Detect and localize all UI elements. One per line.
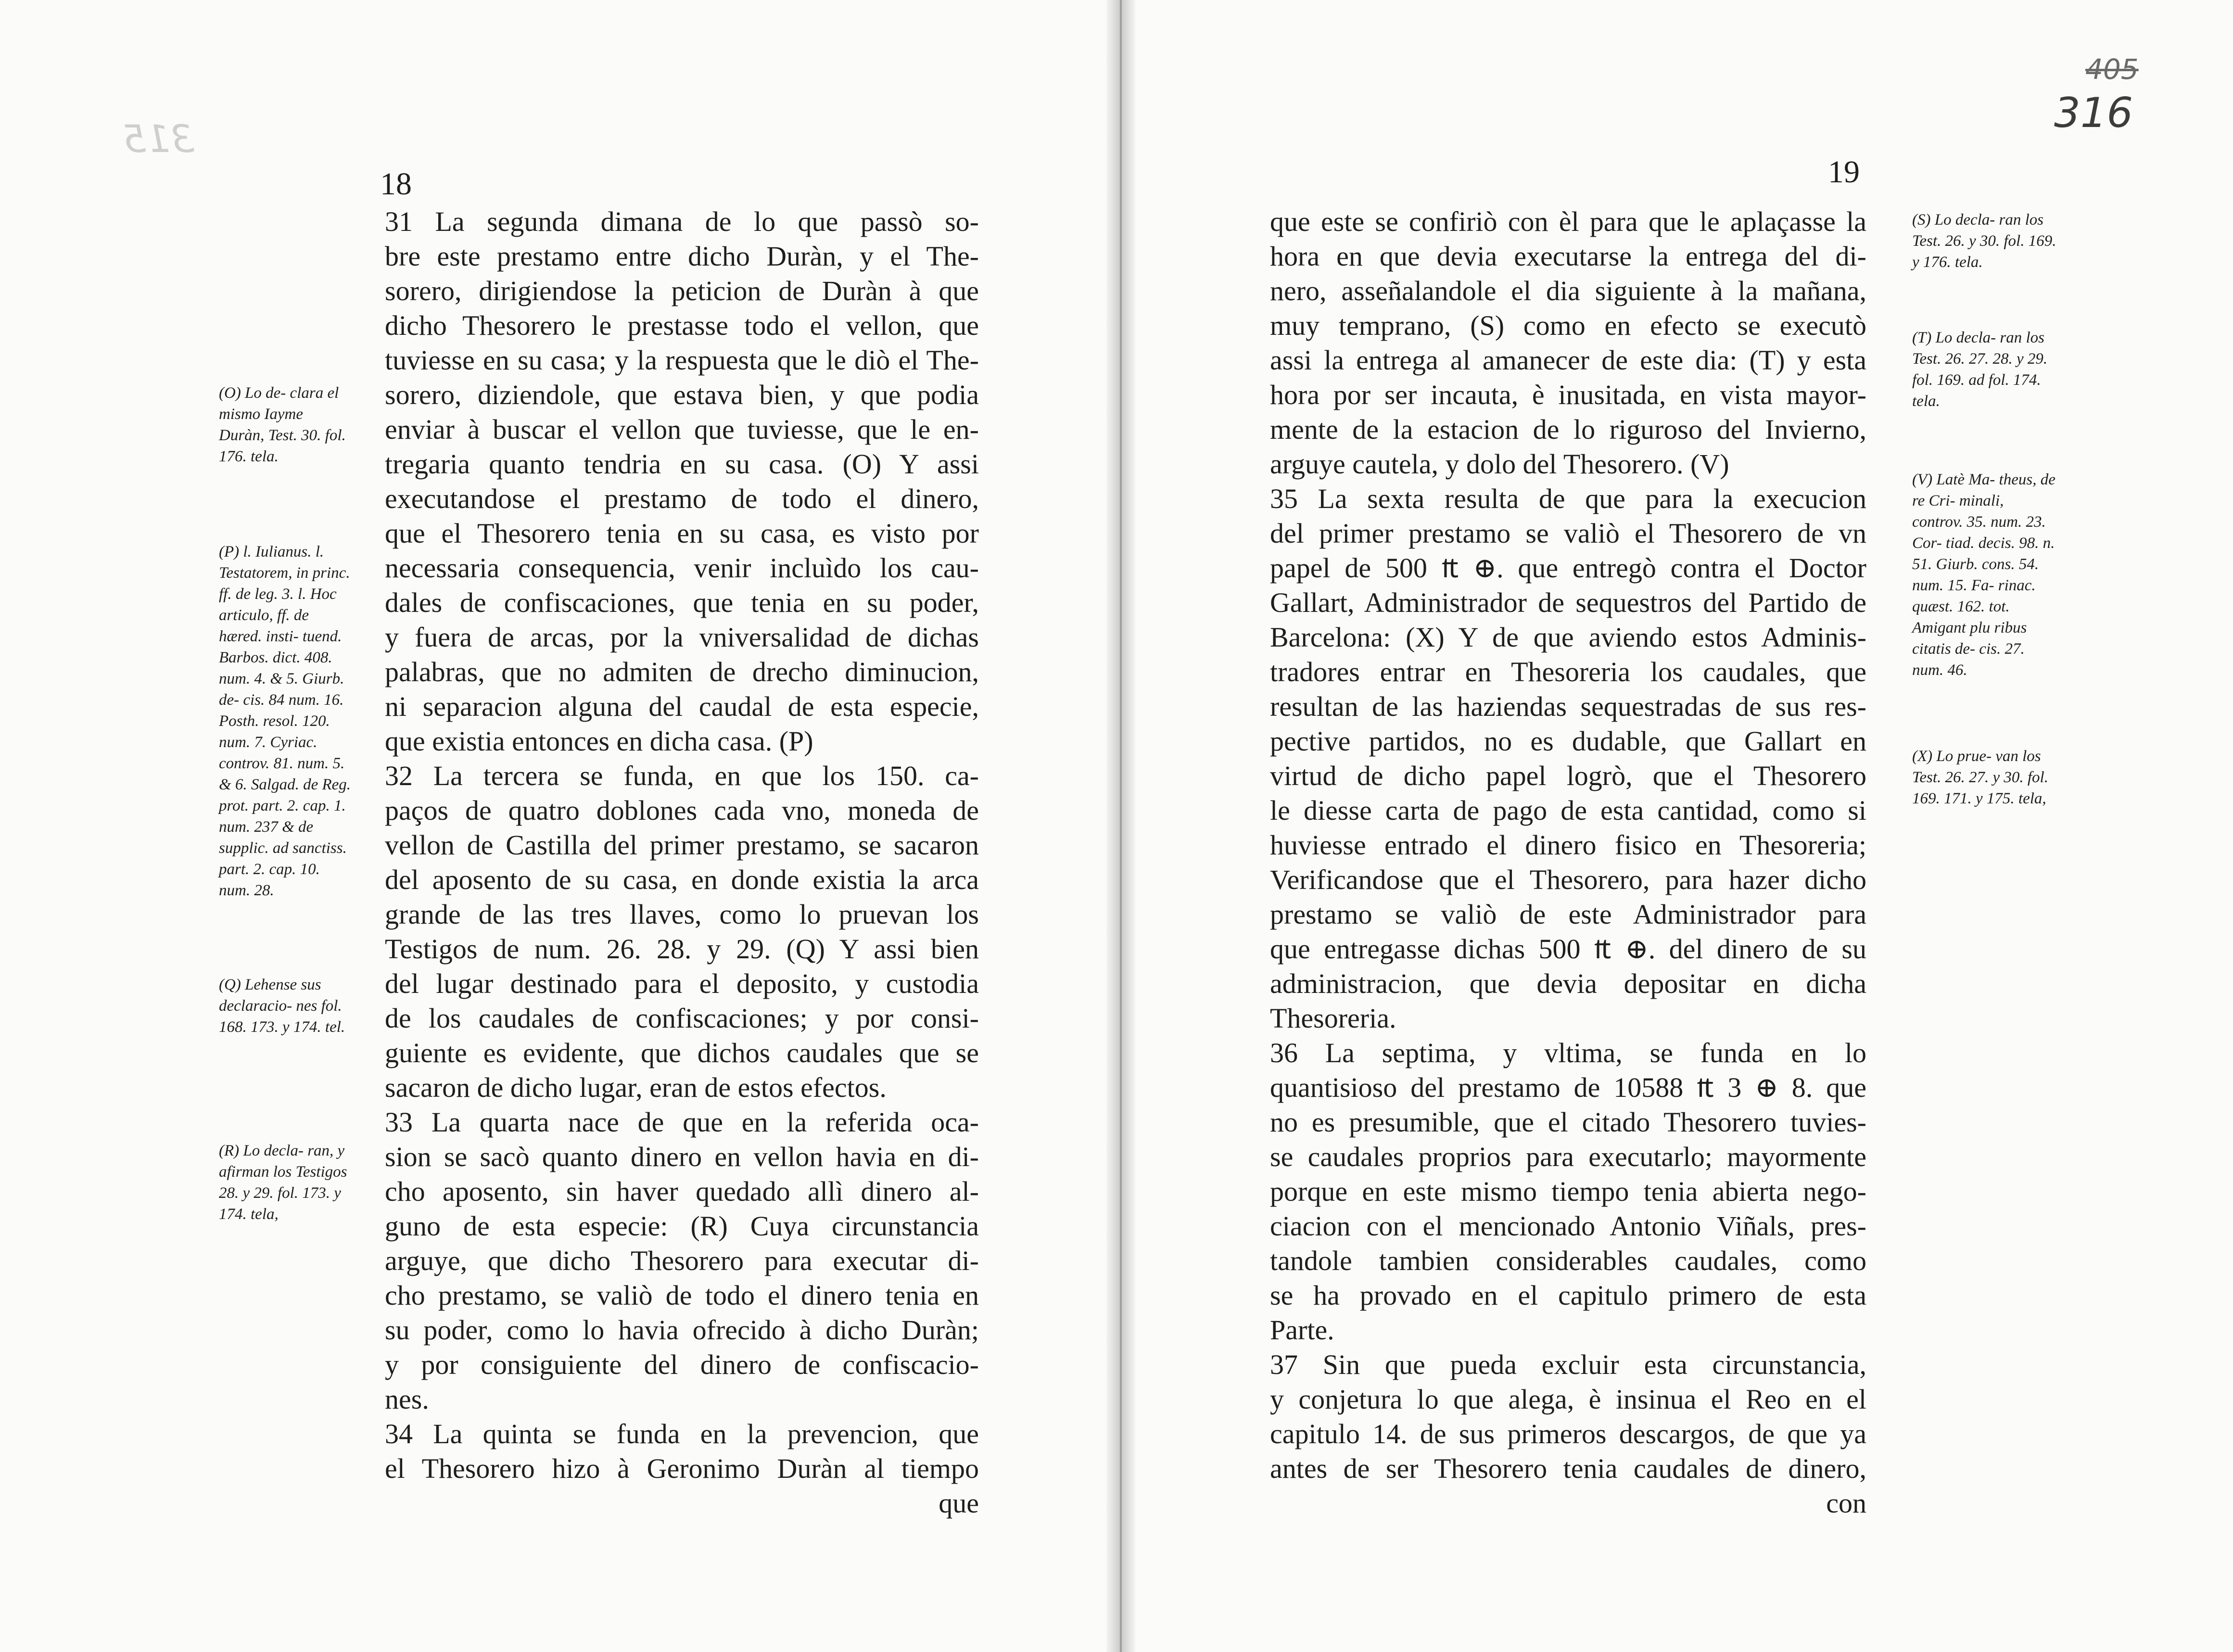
text-line: mente de la estacion de lo riguroso del Invierno,: [1270, 414, 1866, 445]
text-line: guno de esta especie: (R) Cuya circunstancia: [385, 1210, 979, 1242]
text-line: 35 La sexta resulta de que para la execucion: [1270, 483, 1866, 514]
right-folio-number: 316: [2054, 89, 2133, 137]
text-line: tradores entrar en Thesoreria los caudales, que: [1270, 656, 1866, 687]
text-line: Barcelona: (X) Y de que aviendo estos Adminis-: [1270, 622, 1866, 653]
text-line: bre este prestamo entre dicho Duràn, y el The-: [385, 241, 979, 272]
text-line: el Thesorero hizo à Geronimo Duràn al tiempo: [385, 1453, 979, 1484]
text-line: que entregasse dichas 500 ₶ ⊕. del dinero de su: [1270, 933, 1866, 965]
text-line: virtud de dicho papel logrò, que el Thesorero: [1270, 760, 1866, 791]
text-line: resultan de las haziendas sequestradas de sus res-: [1270, 691, 1866, 722]
text-line: muy temprano, (S) como en efecto se executò: [1270, 310, 1866, 341]
text-line: y conjetura lo que alega, è insinua el Reo en el: [1270, 1384, 1866, 1415]
text-line: del aposento de su casa, en donde existia la arca: [385, 864, 979, 895]
text-line: Parte.: [1270, 1314, 1334, 1346]
text-line: del primer prestamo se valiò el Thesorero de vn: [1270, 518, 1866, 549]
text-line: antes de ser Thesorero tenia caudales de dinero,: [1270, 1453, 1866, 1484]
text-line: necessaria consequencia, venir incluìdo los cau-: [385, 552, 979, 584]
text-line: nes.: [385, 1384, 429, 1415]
text-line: tregaria quanto tendria en su casa. (O) Y assi: [385, 448, 979, 480]
text-line: dales de confiscaciones, que tenia en su poder,: [385, 587, 979, 618]
left-page-number: 18: [380, 166, 412, 202]
margin-note-q: (Q) Lehense sus declaracio- nes fol. 168. 173. y 174. tel.: [219, 976, 345, 1036]
margin-note-p: (P) l. Iulianus. l. Testatorem, in princ. ff. de leg. 3. l. Hoc articulo, ff. de hæred. insti- tuend. Barbos. dict. 408. num. 4. & 5. Giurb. de- cis. 84 num. 16. Posth. resol. 120. num. 7. Cyriac. controv. 81. num. 5. & 6. Salgad. de Reg. prot. part. 2. cap. 1. num. 237 & de supplic. ad sanctiss. part. 2. cap. 10. num. 28.: [219, 543, 351, 899]
catchword: con: [1826, 1487, 1866, 1519]
crossed-folio-number: 405: [2085, 53, 2139, 86]
text-line: tuviesse en su casa; y la respuesta que le diò el The-: [385, 344, 979, 376]
text-line: administracion, que devia depositar en dicha: [1270, 968, 1866, 999]
margin-note-v: (V) Latè Ma- theus, de re Cri- minali, controv. 35. num. 23. Cor- tiad. decis. 98. n. 51. Giurb. cons. 54. num. 15. Fa- rinac. quæst. 162. tot. Amigant plu ribus citatis de- cis. 27. num. 46.: [1912, 471, 2055, 679]
text-line: que este se confiriò con èl para que le aplaçasse la: [1270, 206, 1866, 237]
text-line: cho prestamo, se valiò de todo el dinero tenia en: [385, 1280, 979, 1311]
text-line: que existia entonces en dicha casa. (P): [385, 725, 813, 757]
text-line: executandose el prestamo de todo el dinero,: [385, 483, 979, 514]
text-line: paços de quatro doblones cada vno, moneda de: [385, 795, 979, 826]
text-line: capitulo 14. de sus primeros descargos, de que ya: [1270, 1418, 1866, 1449]
margin-note-x: (X) Lo prue- van los Test. 26. 27. y 30. fol. 169. 171. y 175. tela,: [1912, 748, 2048, 807]
text-line: grande de las tres llaves, como lo pruevan los: [385, 899, 979, 930]
text-line: se ha provado en el capitulo primero de esta: [1270, 1280, 1866, 1311]
text-line: del lugar destinado para el deposito, y custodia: [385, 968, 979, 999]
text-line: enviar à buscar el vellon que tuviesse, que le en-: [385, 414, 979, 445]
text-line: sorero, diziendole, que estava bien, y que podia: [385, 379, 979, 410]
text-line: papel de 500 ₶ ⊕. que entregò contra el Doctor: [1270, 552, 1866, 584]
text-line: se caudales proprios para executarlo; mayormente: [1270, 1141, 1866, 1172]
text-line: le diesse carta de pago de esta cantidad, como si: [1270, 795, 1866, 826]
text-line: Thesoreria.: [1270, 1003, 1396, 1034]
text-line: y por consiguiente del dinero de confiscacio-: [385, 1349, 979, 1380]
right-page-number: 19: [1828, 154, 1860, 190]
text-line: su poder, como lo havia ofrecido à dicho Duràn;: [385, 1314, 979, 1346]
text-line: assi la entrega al amanecer de este dia: (T) y esta: [1270, 344, 1866, 376]
text-line: palabras, que no admiten de drecho diminucion,: [385, 656, 979, 687]
margin-note-t: (T) Lo decla- ran los Test. 26. 27. 28. y 29. fol. 169. ad fol. 174. tela.: [1912, 329, 2048, 410]
text-line: quantisioso del prestamo de 10588 ₶ 3 ⊕ 8. que: [1270, 1072, 1866, 1103]
text-line: Verificandose que el Thesorero, para hazer dicho: [1270, 864, 1866, 895]
text-line: 36 La septima, y vltima, se funda en lo: [1270, 1037, 1866, 1068]
text-line: 33 La quarta nace de que en la referida oca-: [385, 1106, 979, 1138]
text-line: 31 La segunda dimana de lo que passò so-: [385, 206, 979, 237]
text-line: cho aposento, sin haver quedado allì dinero al-: [385, 1176, 979, 1207]
text-line: nero, asseñalandole el dia siguiente à la mañana,: [1270, 275, 1866, 306]
text-line: y fuera de arcas, por la vniversalidad de dichas: [385, 622, 979, 653]
text-line: tandole tambien considerables caudales, como: [1270, 1245, 1866, 1276]
text-line: 37 Sin que pueda excluir esta circunstancia,: [1270, 1349, 1866, 1380]
left-folio-bleedthrough: 315: [123, 118, 194, 161]
margin-note-s: (S) Lo decla- ran los Test. 26. y 30. fol. 169. y 176. tela.: [1912, 211, 2056, 271]
text-line: sion se sacò quanto dinero en vellon havia en di-: [385, 1141, 979, 1172]
text-line: dicho Thesorero le prestasse todo el vellon, que: [385, 310, 979, 341]
text-line: ciacion con el mencionado Antonio Viñals, pres-: [1270, 1210, 1866, 1242]
text-line: porque en este mismo tiempo tenia abierta nego-: [1270, 1176, 1866, 1207]
margin-note-o: (O) Lo de- clara el mismo Iayme Duràn, Test. 30. fol. 176. tela.: [219, 384, 346, 465]
text-line: guiente es evidente, que dichos caudales que se: [385, 1037, 979, 1068]
text-line: hora en que devia executarse la entrega del di-: [1270, 241, 1866, 272]
margin-note-r: (R) Lo decla- ran, y afirman los Testigos 28. y 29. fol. 173. y 174. tela,: [219, 1142, 347, 1223]
text-line: sacaron de dicho lugar, eran de estos efectos.: [385, 1072, 887, 1103]
text-line: arguye cautela, y dolo del Thesorero. (V): [1270, 448, 1729, 480]
text-line: hora por ser incauta, è inusitada, en vista mayor-: [1270, 379, 1866, 410]
text-line: prestamo se valiò de este Administrador para: [1270, 899, 1866, 930]
catchword: que: [939, 1487, 979, 1519]
text-line: vellon de Castilla del primer prestamo, se sacaron: [385, 829, 979, 861]
text-line: sorero, dirigiendose la peticion de Duràn à que: [385, 275, 979, 306]
text-line: ni separacion alguna del caudal de esta especie,: [385, 691, 979, 722]
text-line: no es presumible, que el citado Thesorero tuvies-: [1270, 1106, 1866, 1138]
text-line: que el Thesorero tenia en su casa, es visto por: [385, 518, 979, 549]
text-line: arguye, que dicho Thesorero para executar di-: [385, 1245, 979, 1276]
text-line: huviesse entrado el dinero fisico en Thesoreria;: [1270, 829, 1866, 861]
text-line: Gallart, Administrador de sequestros del Partido de: [1270, 587, 1866, 618]
text-line: de los caudales de confiscaciones; y por consi-: [385, 1003, 979, 1034]
text-line: 34 La quinta se funda en la prevencion, que: [385, 1418, 979, 1449]
left-body-text: [385, 204, 979, 1521]
text-line: 32 La tercera se funda, en que los 150. ca-: [385, 760, 979, 791]
book-gutter: [1106, 0, 1135, 1652]
text-line: Testigos de num. 26. 28. y 29. (Q) Y assi bien: [385, 933, 979, 965]
right-body-text: [1270, 204, 1866, 1521]
text-line: pective partidos, no es dudable, que Gallart en: [1270, 725, 1866, 757]
